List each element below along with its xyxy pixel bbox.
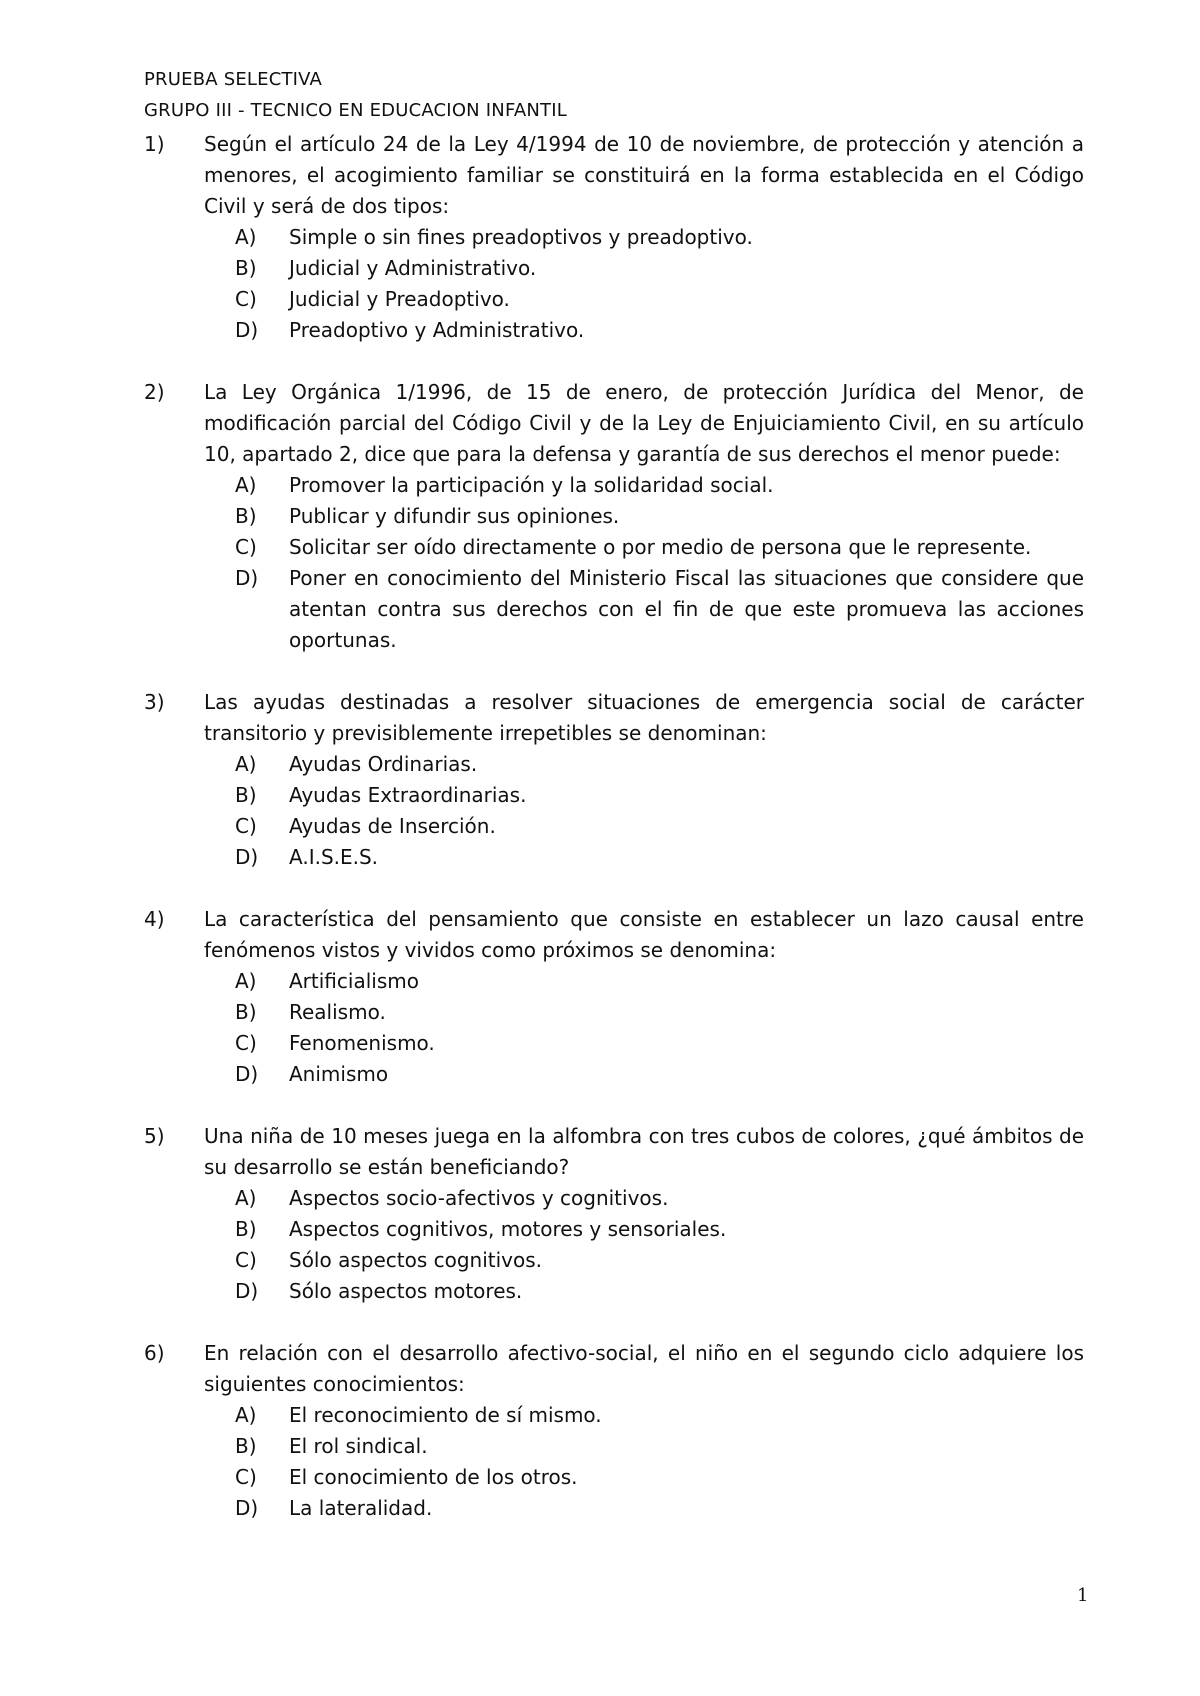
option-b xyxy=(235,1214,1084,1245)
option-list xyxy=(235,222,1084,346)
option-text: Ayudas de Inserción. xyxy=(289,814,496,838)
question-2 xyxy=(144,377,1084,656)
option-list xyxy=(235,470,1084,656)
option-c xyxy=(235,284,1084,315)
option-text: Poner en conocimiento del Ministerio Fiscal las situaciones que considere que atentan contra sus derechos con el fin de que este promueva las acciones oportunas. xyxy=(289,566,1084,652)
question-number: 4) xyxy=(144,907,165,931)
option-d xyxy=(235,563,1084,656)
option-text: El reconocimiento de sí mismo. xyxy=(289,1403,602,1427)
question-number: 2) xyxy=(144,380,165,404)
option-letter: C) xyxy=(235,814,257,838)
option-letter: D) xyxy=(235,1496,259,1520)
option-letter: A) xyxy=(235,969,257,993)
option-a xyxy=(235,966,1084,997)
question-text: Las ayudas destinadas a resolver situaciones de emergencia social de carácter transitorio y previsiblemente irrepetibles se denominan: xyxy=(204,690,1084,745)
question-3 xyxy=(144,687,1084,873)
option-letter: C) xyxy=(235,1031,257,1055)
option-text: Preadoptivo y Administrativo. xyxy=(289,318,585,342)
option-text: A.I.S.E.S. xyxy=(289,845,379,869)
option-text: Judicial y Administrativo. xyxy=(289,256,537,280)
option-a xyxy=(235,470,1084,501)
question-text: Según el artículo 24 de la Ley 4/1994 de 10 de noviembre, de protección y atención a menores, el acogimiento familiar se constituirá en la forma establecida en el Código Civil y será de dos tipos: xyxy=(204,132,1084,218)
option-list xyxy=(235,1183,1084,1307)
option-b xyxy=(235,997,1084,1028)
option-letter: A) xyxy=(235,1186,257,1210)
page-number: 1 xyxy=(1077,1585,1089,1606)
option-text: Ayudas Ordinarias. xyxy=(289,752,478,776)
option-b xyxy=(235,253,1084,284)
option-text: Sólo aspectos motores. xyxy=(289,1279,523,1303)
option-letter: B) xyxy=(235,504,257,528)
option-c xyxy=(235,1245,1084,1276)
option-text: La lateralidad. xyxy=(289,1496,433,1520)
option-text: El conocimiento de los otros. xyxy=(289,1465,578,1489)
option-a xyxy=(235,1183,1084,1214)
option-letter: A) xyxy=(235,473,257,497)
option-letter: D) xyxy=(235,1279,259,1303)
option-letter: B) xyxy=(235,256,257,280)
option-text: Aspectos socio-afectivos y cognitivos. xyxy=(289,1186,669,1210)
option-text: Ayudas Extraordinarias. xyxy=(289,783,527,807)
question-text: En relación con el desarrollo afectivo-social, el niño en el segundo ciclo adquiere los siguientes conocimientos: xyxy=(204,1341,1084,1396)
option-list xyxy=(235,749,1084,873)
question-1 xyxy=(144,129,1084,346)
option-letter: A) xyxy=(235,225,257,249)
option-c xyxy=(235,811,1084,842)
question-text: Una niña de 10 meses juega en la alfombra con tres cubos de colores, ¿qué ámbitos de su desarrollo se están beneficiando? xyxy=(204,1124,1084,1179)
option-b xyxy=(235,501,1084,532)
option-list xyxy=(235,1400,1084,1524)
option-list xyxy=(235,966,1084,1090)
option-text: Realismo. xyxy=(289,1000,386,1024)
question-number: 1) xyxy=(144,132,165,156)
question-number: 3) xyxy=(144,690,165,714)
header-subtitle: GRUPO III - TECNICO EN EDUCACION INFANTIL xyxy=(144,100,567,121)
question-text: La característica del pensamiento que consiste en establecer un lazo causal entre fenómenos vistos y vividos como próximos se denomina: xyxy=(204,907,1084,962)
option-letter: D) xyxy=(235,318,259,342)
option-text: Artificialismo xyxy=(289,969,419,993)
option-letter: D) xyxy=(235,1062,259,1086)
option-text: Promover la participación y la solidaridad social. xyxy=(289,473,774,497)
option-letter: A) xyxy=(235,752,257,776)
option-letter: C) xyxy=(235,1248,257,1272)
option-letter: C) xyxy=(235,287,257,311)
option-a xyxy=(235,1400,1084,1431)
option-letter: B) xyxy=(235,1434,257,1458)
question-4 xyxy=(144,904,1084,1090)
document-header xyxy=(144,64,567,126)
option-d xyxy=(235,1276,1084,1307)
option-c xyxy=(235,1462,1084,1493)
question-6 xyxy=(144,1338,1084,1524)
option-letter: B) xyxy=(235,1217,257,1241)
option-b xyxy=(235,1431,1084,1462)
option-a xyxy=(235,222,1084,253)
option-a xyxy=(235,749,1084,780)
question-5 xyxy=(144,1121,1084,1307)
option-text: Judicial y Preadoptivo. xyxy=(289,287,510,311)
option-letter: D) xyxy=(235,845,259,869)
option-letter: C) xyxy=(235,1465,257,1489)
option-c xyxy=(235,1028,1084,1059)
option-letter: D) xyxy=(235,566,259,590)
option-text: Fenomenismo. xyxy=(289,1031,435,1055)
option-letter: B) xyxy=(235,783,257,807)
option-text: Simple o sin fines preadoptivos y preadoptivo. xyxy=(289,225,753,249)
option-d xyxy=(235,1059,1084,1090)
option-letter: B) xyxy=(235,1000,257,1024)
option-letter: C) xyxy=(235,535,257,559)
question-number: 6) xyxy=(144,1341,165,1365)
option-d xyxy=(235,1493,1084,1524)
option-text: Aspectos cognitivos, motores y sensoriales. xyxy=(289,1217,727,1241)
option-d xyxy=(235,842,1084,873)
option-d xyxy=(235,315,1084,346)
option-text: Publicar y difundir sus opiniones. xyxy=(289,504,620,528)
option-text: Animismo xyxy=(289,1062,389,1086)
option-text: El rol sindical. xyxy=(289,1434,428,1458)
option-b xyxy=(235,780,1084,811)
option-text: Solicitar ser oído directamente o por medio de persona que le represente. xyxy=(289,535,1032,559)
option-c xyxy=(235,532,1084,563)
option-text: Sólo aspectos cognitivos. xyxy=(289,1248,543,1272)
header-title: PRUEBA SELECTIVA xyxy=(144,69,323,90)
option-letter: A) xyxy=(235,1403,257,1427)
question-text: La Ley Orgánica 1/1996, de 15 de enero, de protección Jurídica del Menor, de modificación parcial del Código Civil y de la Ley de Enjuiciamiento Civil, en su artículo 10, apartado 2, dice que para la defensa y garantía de sus derechos el menor puede: xyxy=(204,380,1084,466)
question-list xyxy=(144,129,1084,1555)
question-number: 5) xyxy=(144,1124,165,1148)
